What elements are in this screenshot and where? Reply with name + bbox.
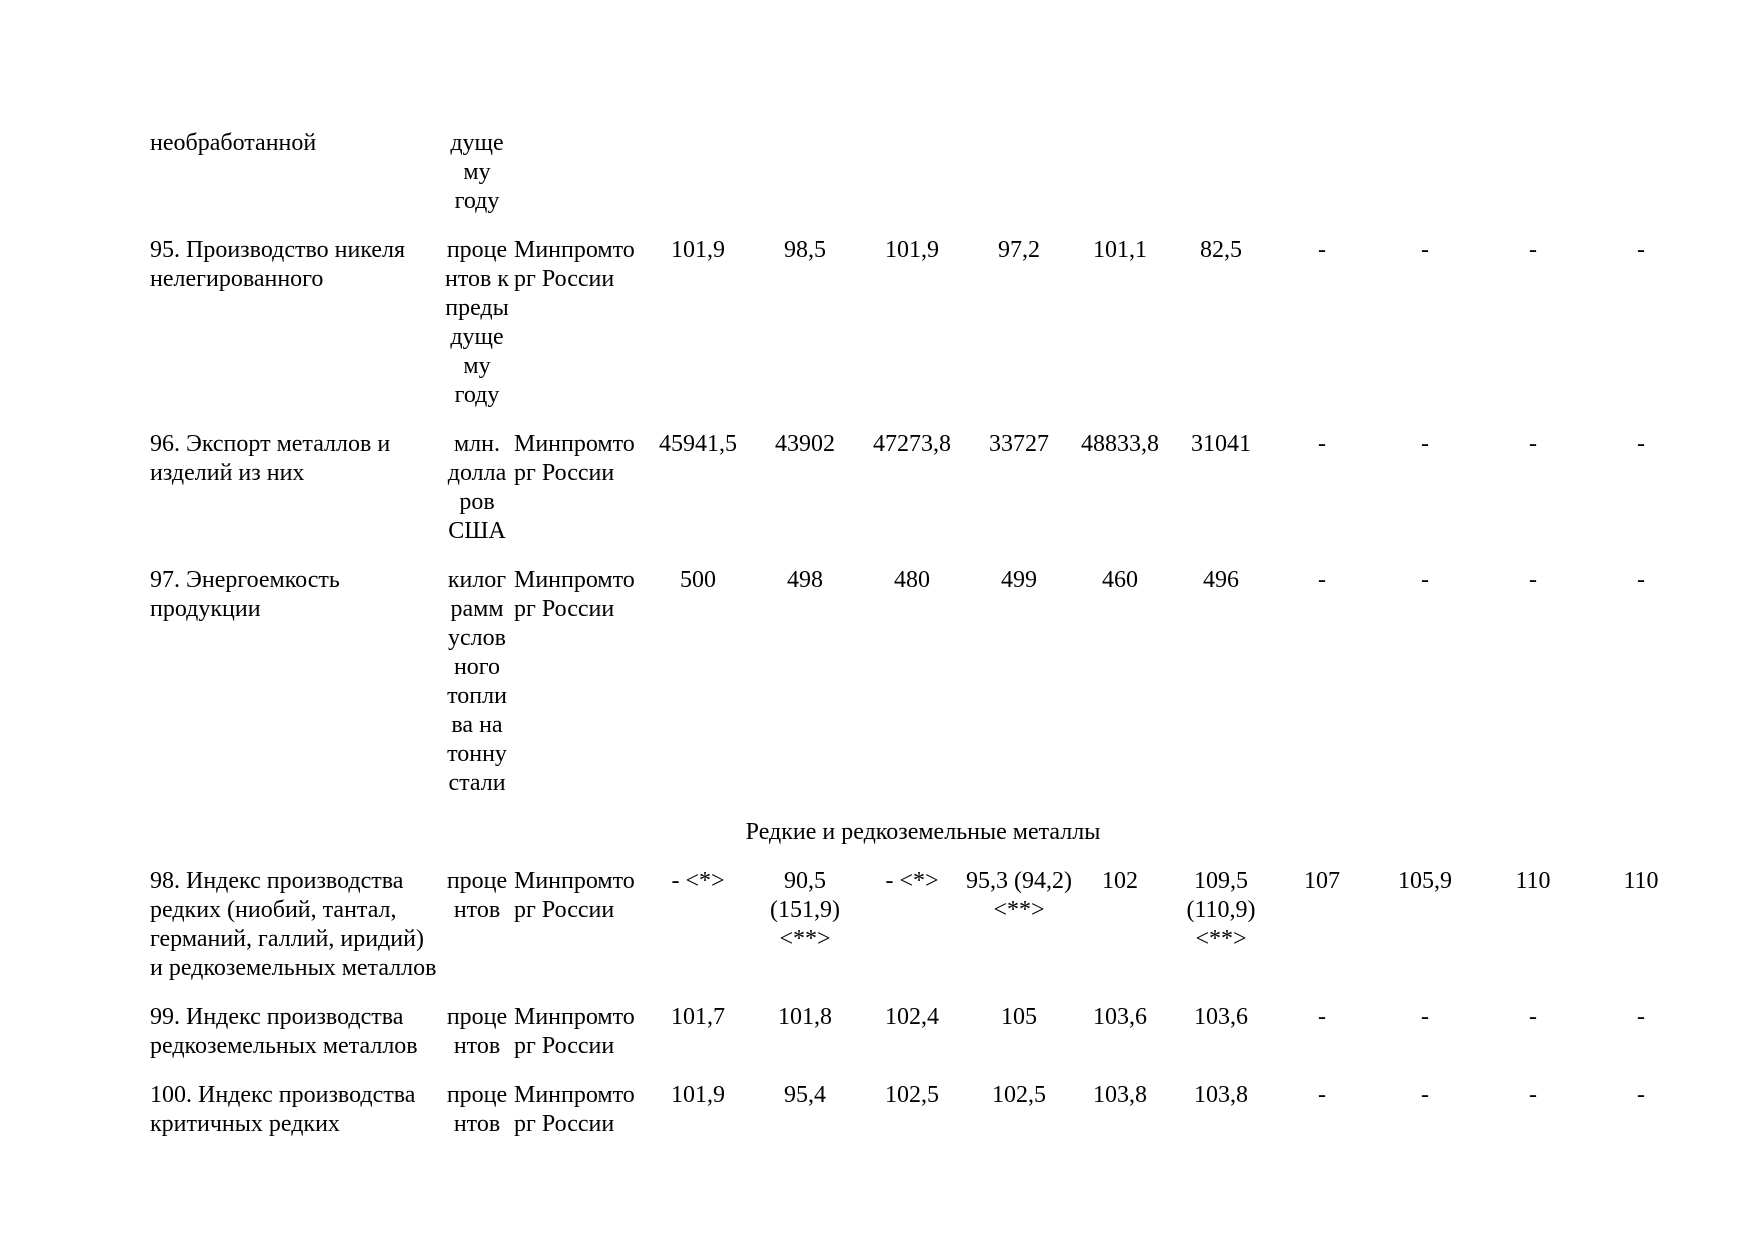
value-cell: 98,5 xyxy=(784,237,826,263)
unit-cell: дуще му году xyxy=(450,130,504,214)
value-cell xyxy=(858,129,966,236)
indicators-table xyxy=(150,129,1696,1159)
value-cell: 105 xyxy=(1001,1004,1037,1030)
responsible-cell: Минпромто рг России xyxy=(514,237,635,292)
table-row xyxy=(150,430,1696,566)
value-cell: 500 xyxy=(680,567,716,593)
value-cell xyxy=(1370,129,1480,236)
unit-cell: млн. долла ров США xyxy=(447,431,507,544)
value-cell: 103,6 xyxy=(1194,1004,1248,1030)
table-row xyxy=(150,1003,1696,1081)
unit-cell: проце нтов xyxy=(446,868,508,923)
value-cell: 95,3 (94,2) <**> xyxy=(966,868,1072,923)
value-cell: 33727 xyxy=(989,431,1049,457)
value-cell: 101,9 xyxy=(671,237,725,263)
responsible-cell: Минпромто рг России xyxy=(514,1004,635,1059)
value-cell: 102,5 xyxy=(885,1082,939,1108)
value-cell: - xyxy=(1637,431,1645,457)
value-cell: - xyxy=(1421,1082,1429,1108)
table-row xyxy=(150,566,1696,818)
value-cell: 48833,8 xyxy=(1081,431,1159,457)
value-cell: 480 xyxy=(894,567,930,593)
value-cell: 45941,5 xyxy=(659,431,737,457)
table-row xyxy=(150,867,1696,1003)
value-cell: - xyxy=(1318,567,1326,593)
section-header-row xyxy=(150,818,1696,867)
value-cell xyxy=(644,129,752,236)
value-cell: - xyxy=(1318,237,1326,263)
value-cell: 47273,8 xyxy=(873,431,951,457)
value-cell: 110 xyxy=(1623,868,1659,894)
value-cell: 82,5 xyxy=(1200,237,1242,263)
unit-cell: проце нтов к преды дуще му году xyxy=(444,237,509,408)
value-cell: - xyxy=(1529,1004,1537,1030)
section-title: Редкие и редкоземельные металлы xyxy=(745,819,1101,845)
value-cell: 101,1 xyxy=(1093,237,1147,263)
value-cell: 102,4 xyxy=(885,1004,939,1030)
value-cell: 102 xyxy=(1102,868,1138,894)
value-cell xyxy=(1480,129,1586,236)
indicator-name: 98. Индекс производства редких (ниобий, тантал, германий, галлий, иридий) и редкоземельных металлов xyxy=(150,868,437,981)
value-cell: - xyxy=(1421,1004,1429,1030)
value-cell: - xyxy=(1637,237,1645,263)
value-cell: - xyxy=(1421,431,1429,457)
value-cell: 97,2 xyxy=(998,237,1040,263)
value-cell: 43902 xyxy=(775,431,835,457)
value-cell: 31041 xyxy=(1191,431,1251,457)
value-cell xyxy=(966,129,1072,236)
value-cell: - xyxy=(1529,431,1537,457)
value-cell: - xyxy=(1421,237,1429,263)
value-cell: - <*> xyxy=(671,868,725,894)
value-cell: 109,5 (110,9) <**> xyxy=(1186,868,1256,952)
value-cell: - xyxy=(1637,567,1645,593)
value-cell: - xyxy=(1318,1004,1326,1030)
unit-cell: проце нтов xyxy=(446,1004,508,1059)
indicator-name: 97. Энергоемкость продукции xyxy=(150,567,340,622)
value-cell xyxy=(1168,129,1274,236)
responsible-cell: Минпромто рг России xyxy=(514,431,635,486)
value-cell: 110 xyxy=(1515,868,1551,894)
value-cell: 496 xyxy=(1203,567,1239,593)
value-cell: - xyxy=(1529,237,1537,263)
value-cell: - xyxy=(1318,1082,1326,1108)
value-cell xyxy=(752,129,858,236)
value-cell: 460 xyxy=(1102,567,1138,593)
table-row xyxy=(150,129,1696,236)
value-cell: 102,5 xyxy=(992,1082,1046,1108)
responsible-cell xyxy=(514,129,644,236)
value-cell xyxy=(1274,129,1370,236)
value-cell: - xyxy=(1421,567,1429,593)
value-cell: 90,5 (151,9) <**> xyxy=(770,868,840,952)
table-row xyxy=(150,1081,1696,1159)
unit-cell: килог рамм услов ного топли ва на тонну стали xyxy=(447,567,507,796)
value-cell: 498 xyxy=(787,567,823,593)
value-cell: - xyxy=(1529,567,1537,593)
value-cell: 101,8 xyxy=(778,1004,832,1030)
responsible-cell: Минпромто рг России xyxy=(514,567,635,622)
value-cell xyxy=(1072,129,1168,236)
indicator-name: 100. Индекс производства критичных редких xyxy=(150,1082,416,1137)
value-cell: 101,9 xyxy=(671,1082,725,1108)
value-cell xyxy=(1586,129,1696,236)
value-cell: 95,4 xyxy=(784,1082,826,1108)
value-cell: 499 xyxy=(1001,567,1037,593)
value-cell: 103,8 xyxy=(1093,1082,1147,1108)
value-cell: 105,9 xyxy=(1398,868,1452,894)
table-row xyxy=(150,236,1696,430)
value-cell: 107 xyxy=(1304,868,1340,894)
value-cell: - xyxy=(1637,1082,1645,1108)
value-cell: - xyxy=(1637,1004,1645,1030)
indicator-name: 96. Экспорт металлов и изделий из них xyxy=(150,431,391,486)
responsible-cell: Минпромто рг России xyxy=(514,1082,635,1137)
value-cell: - xyxy=(1529,1082,1537,1108)
indicator-name: 99. Индекс производства редкоземельных металлов xyxy=(150,1004,418,1059)
responsible-cell: Минпромто рг России xyxy=(514,868,635,923)
value-cell: 103,8 xyxy=(1194,1082,1248,1108)
value-cell: - xyxy=(1318,431,1326,457)
value-cell: 101,9 xyxy=(885,237,939,263)
value-cell: 101,7 xyxy=(671,1004,725,1030)
unit-cell: проце нтов xyxy=(446,1082,508,1137)
value-cell: - <*> xyxy=(885,868,939,894)
indicator-name: 95. Производство никеля нелегированного xyxy=(150,237,406,292)
value-cell: 103,6 xyxy=(1093,1004,1147,1030)
indicator-name: необработанной xyxy=(150,130,317,156)
